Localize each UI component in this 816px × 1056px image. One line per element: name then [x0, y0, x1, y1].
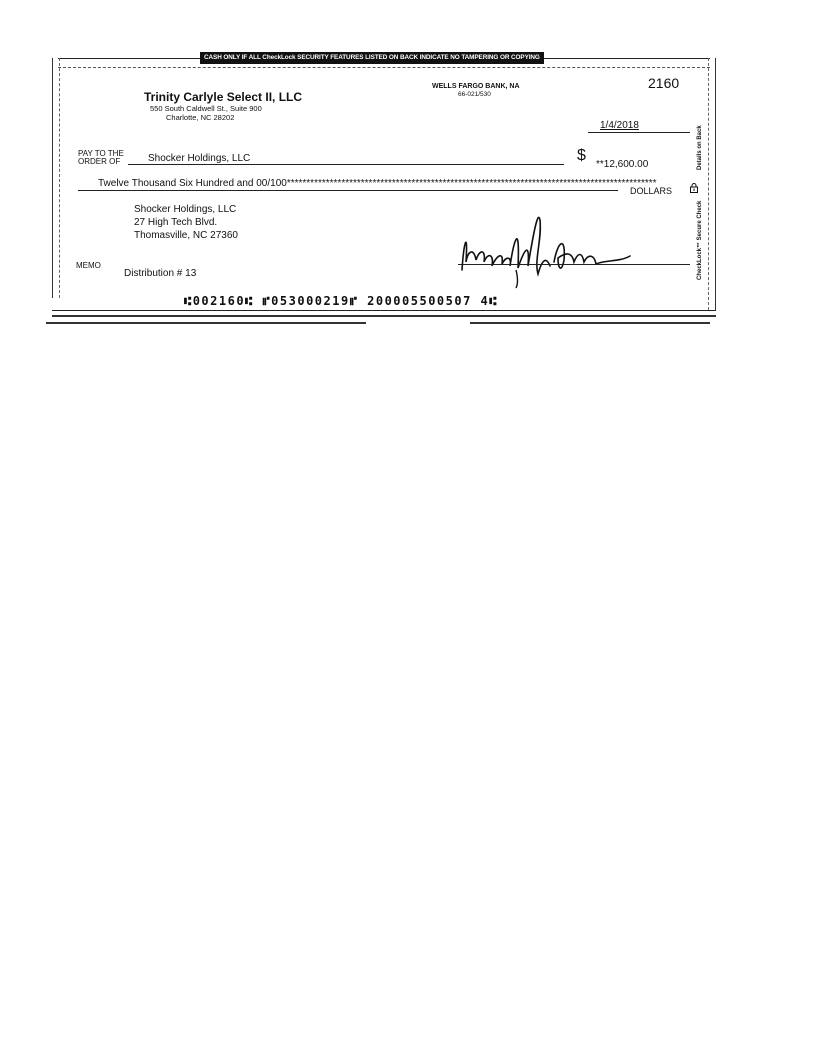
pay-to-label — [78, 150, 124, 166]
side-security-text: Details on Back — [697, 125, 703, 170]
dollars-label: DOLLARS — [630, 186, 673, 196]
check-amount: **12,600.00 — [596, 159, 649, 170]
signature-image — [454, 200, 694, 290]
memo-label: MEMO — [76, 261, 101, 270]
side-security-text: CheckLock™ Secure Check — [697, 200, 703, 280]
payee-address-line: Thomasville, NC 27360 — [134, 230, 238, 241]
date-line — [588, 132, 690, 133]
amount-in-words: Twelve Thousand Six Hundred and 00/100*********************************************************************************************** — [98, 178, 657, 189]
company-address-line1: 550 South Caldwell St., Suite 900 — [150, 104, 262, 113]
company-name: Trinity Carlyle Select II, LLC — [144, 90, 303, 104]
check-date: 1/4/2018 — [600, 120, 639, 131]
routing-fraction: 66-021/530 — [458, 91, 491, 98]
check-border-left — [52, 58, 60, 298]
signature-line — [458, 264, 690, 265]
micr-line: ⑆002160⑆ ⑈053000219⑈ 200005500507 4⑆ — [184, 294, 498, 308]
pay-to-label-line1: PAY TO THE — [78, 149, 124, 158]
payee-address-block — [134, 203, 238, 242]
check-border-bottom — [52, 310, 716, 317]
payee-address-line: 27 High Tech Blvd. — [134, 217, 218, 228]
payee-address-line: Shocker Holdings, LLC — [134, 204, 237, 215]
payee-line — [128, 164, 564, 165]
pay-to-label-line2: ORDER OF — [78, 157, 121, 166]
perforation-line-left — [46, 322, 366, 324]
perforation-line-right — [470, 322, 710, 324]
check-border-right — [708, 58, 716, 310]
company-address-line2: Charlotte, NC 28202 — [166, 113, 235, 122]
payee-name: Shocker Holdings, LLC — [148, 153, 251, 164]
amount-words-line — [78, 190, 618, 191]
security-banner: CASH ONLY IF ALL CheckLock SECURITY FEATURES LISTED ON BACK INDICATE NO TAMPERING OR COPYING — [200, 52, 544, 64]
check — [58, 50, 710, 318]
memo-text: Distribution # 13 — [124, 268, 197, 279]
padlock-icon — [690, 183, 698, 193]
bank-name: WELLS FARGO BANK, NA — [432, 83, 520, 90]
check-number: 2160 — [648, 75, 680, 91]
dollar-sign: $ — [577, 147, 586, 164]
